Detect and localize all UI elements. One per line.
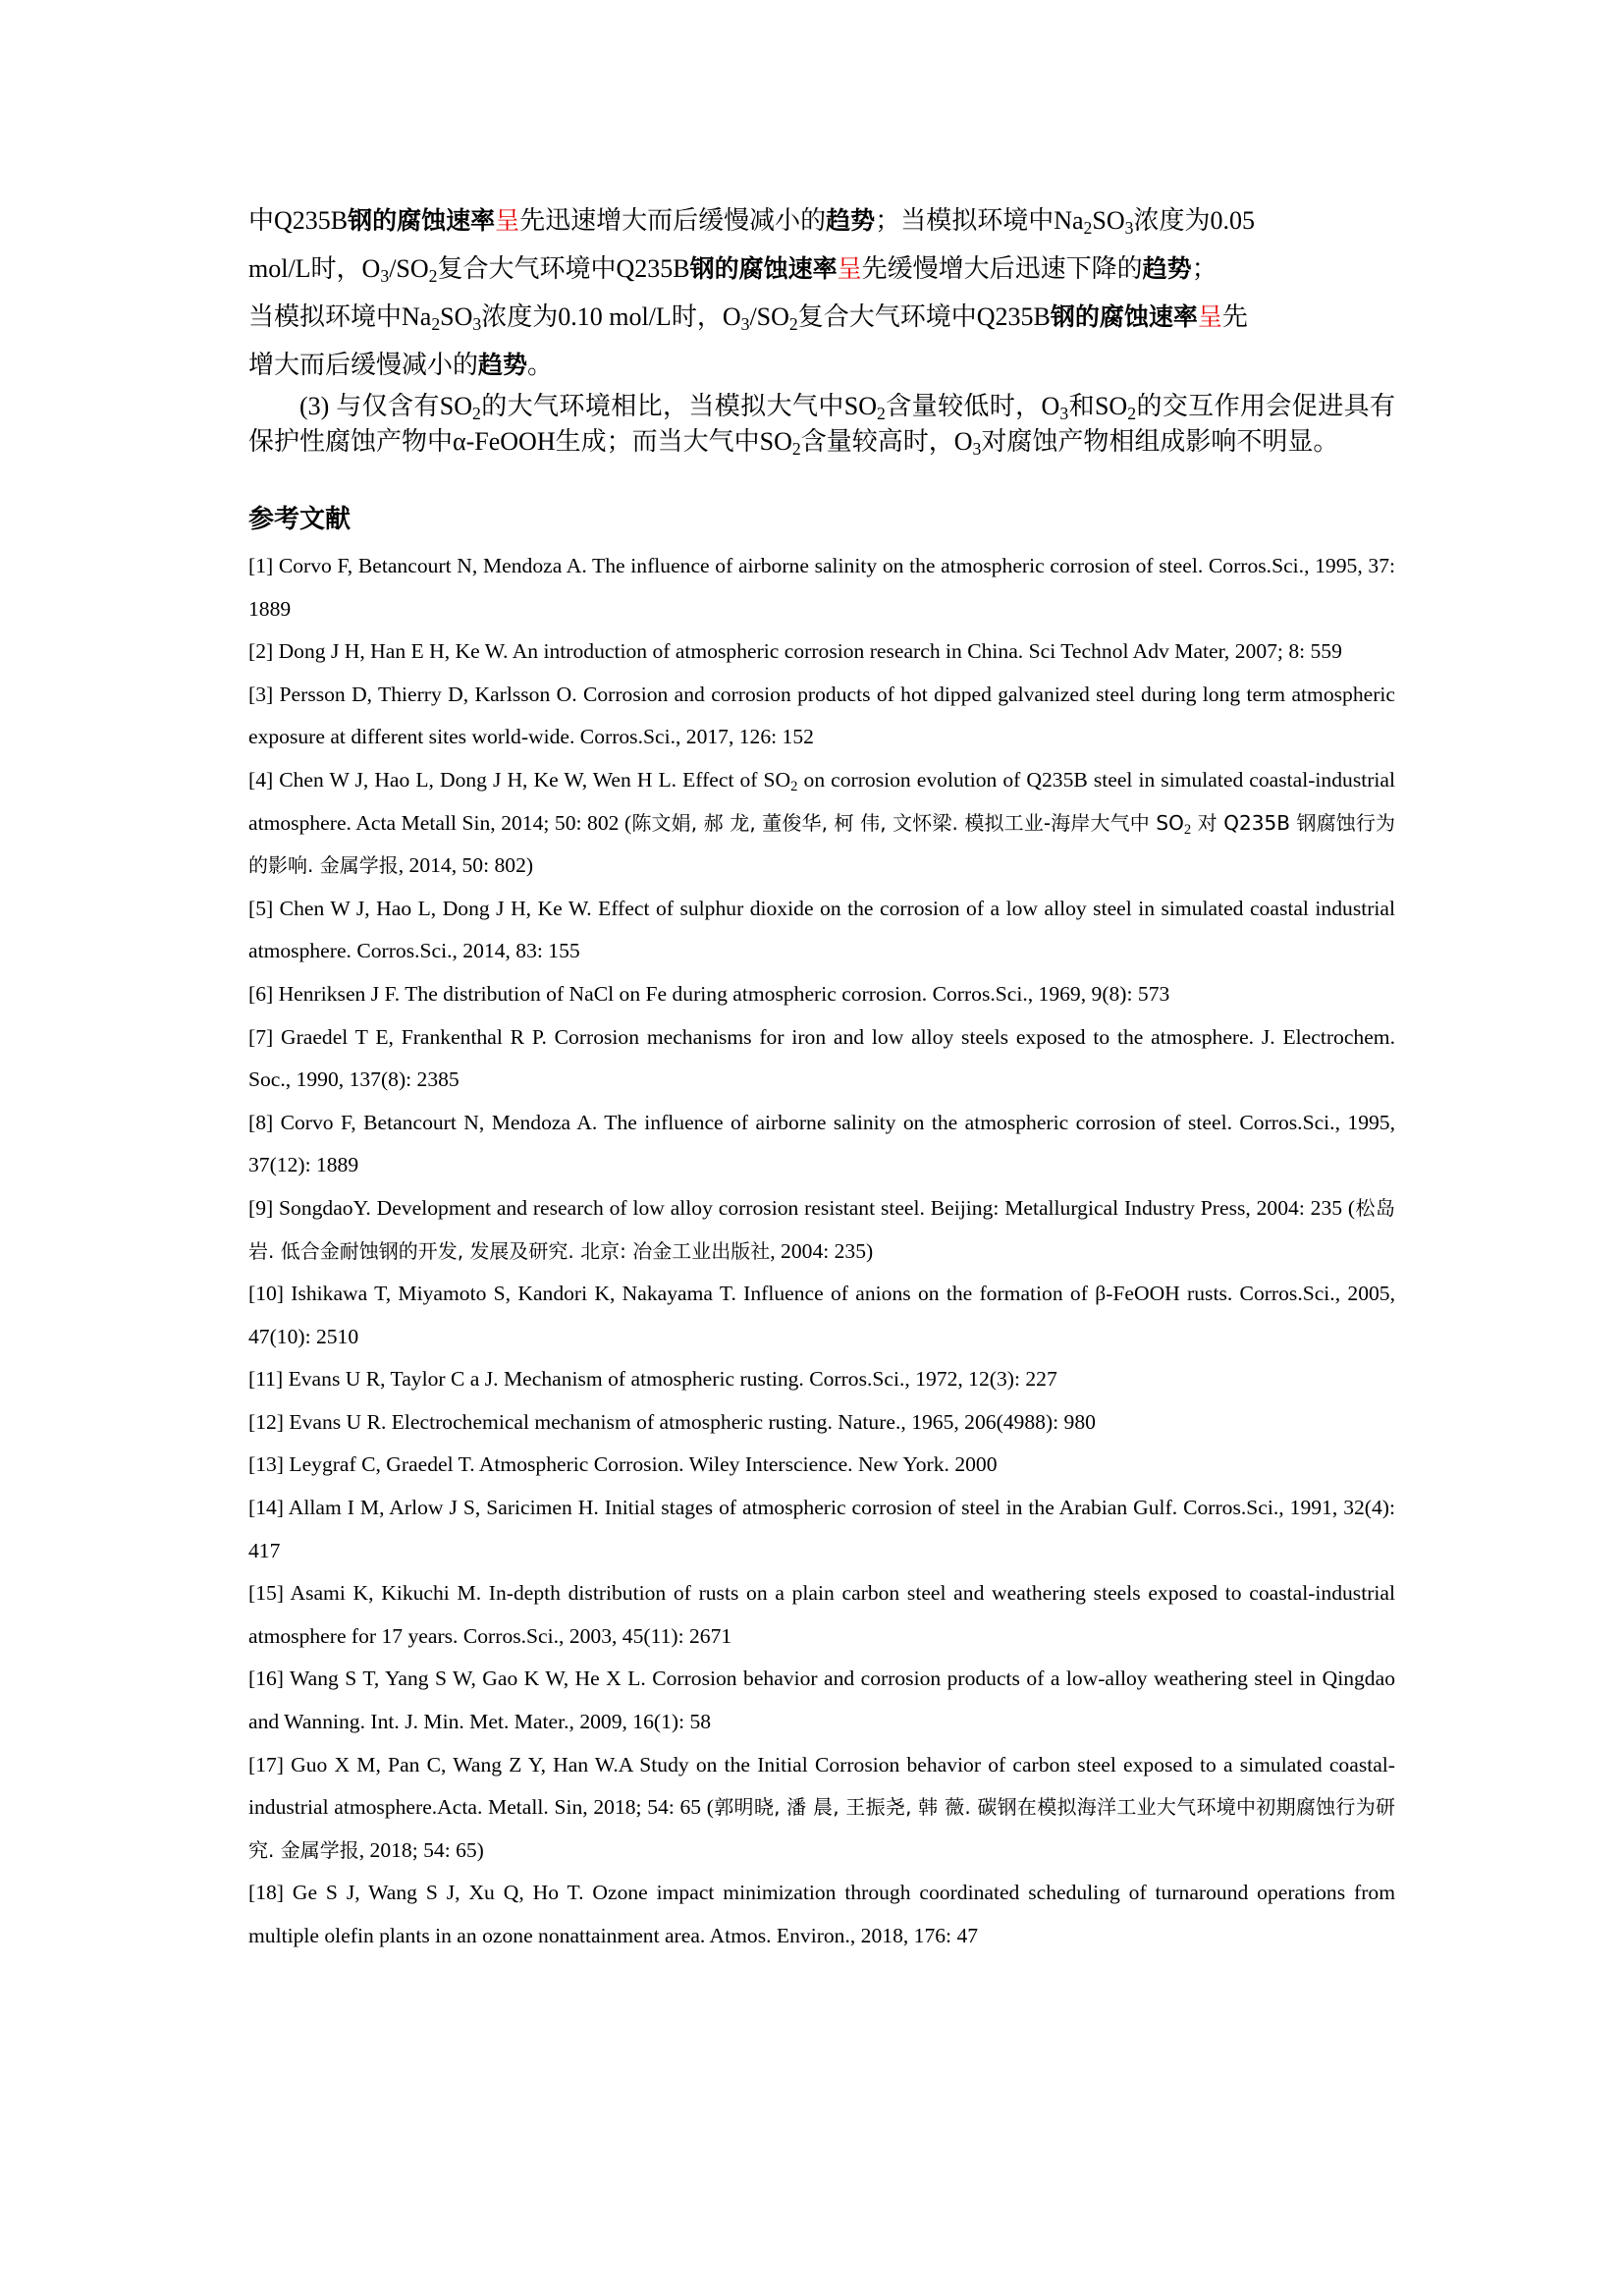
reference-item xyxy=(248,1016,1395,1102)
subscript: 2 xyxy=(431,313,441,334)
reference-item xyxy=(248,888,1395,973)
subscript: 2 xyxy=(791,438,801,459)
text-run: [17] Guo X M, Pan C, Wang Z Y, Han W.A Study on the Initial Corrosion behavior of carbon steel exposed to a simulated coastal-industrial atmosphere.Acta. Metall. Sin, 2018; 54: 65 ( xyxy=(248,1752,1395,1820)
conclusion-line xyxy=(248,245,1395,293)
reference-item xyxy=(248,1744,1395,1873)
text-run: SO xyxy=(440,302,473,331)
text-run: 复合大气环境中Q235B xyxy=(437,254,690,283)
text-run: 复合大气环境中Q235B xyxy=(797,302,1051,331)
text-run: /SO xyxy=(389,254,429,283)
text-run: 趋势 xyxy=(478,351,528,379)
text-run: , 2014, 50: 802) xyxy=(398,853,534,878)
text-run: 含量较低时，O xyxy=(885,392,1060,420)
references-heading: 参考文献 xyxy=(248,505,352,534)
text-run: 先迅速增大而后缓慢减小的 xyxy=(519,206,827,235)
text-run: 先缓慢增大后迅速下降的 xyxy=(861,254,1143,283)
text-run: , 2018; 54: 65) xyxy=(358,1837,484,1862)
text-run: 呈 xyxy=(1197,302,1222,331)
text-run: [3] Persson D, Thierry D, Karlsson O. Corrosion and corrosion products of hot dipped galvanized steel during long term atmospheric exposure at different sites world-wide. Corros.Sci., 2017, 126: 152 xyxy=(248,682,1395,749)
text-run: [7] Graedel T E, Frankenthal R P. Corrosion mechanisms for iron and low alloy steels exposed to the atmosphere. J. Electrochem. Soc., 1990, 137(8): 2385 xyxy=(248,1024,1395,1092)
reference-item xyxy=(248,1102,1395,1187)
text-run: 和SO xyxy=(1068,392,1128,420)
text-run: ； xyxy=(1191,254,1217,283)
text-run: [13] Leygraf C, Graedel T. Atmospheric Corrosion. Wiley Interscience. New York. 2000 xyxy=(248,1452,998,1477)
conclusion-item-3 xyxy=(248,389,1395,460)
text-run: 。 xyxy=(527,351,554,379)
reference-item xyxy=(248,1658,1395,1743)
text-run: [12] Evans U R. Electrochemical mechanism of atmospheric rusting. Nature., 1965, 206(4988): 980 xyxy=(248,1409,1096,1434)
text-run: 的大气环境相比，当模拟大气中SO xyxy=(480,392,877,420)
text-run: [11] Evans U R, Taylor C a J. Mechanism of atmospheric rusting. Corros.Sci., 1972, 12(3): 227 xyxy=(248,1367,1057,1392)
reference-item xyxy=(248,630,1395,674)
subscript: 2 xyxy=(788,313,798,334)
text-run: [4] Chen W J, Hao L, Dong J H, Ke W, Wen H L. Effect of SO xyxy=(248,767,791,792)
reference-item xyxy=(248,1872,1395,1957)
text-run: on corrosion evolution of Q235B steel in simulated coastal-industrial atmosphere. Acta Metall Sin, 2014; 50: 802 ( xyxy=(248,767,1395,835)
text-run: 先 xyxy=(1221,302,1248,331)
text-run: 陈文娟, 郝 龙, 董俊华, 柯 伟, 文怀梁. 模拟工业-海岸大气中 SO xyxy=(631,810,1184,835)
text-run: 中Q235B xyxy=(248,206,349,235)
text-run: [6] Henriksen J F. The distribution of NaCl on Fe during atmospheric corrosion. Corros.Sci., 1969, 9(8): 573 xyxy=(248,981,1170,1006)
subscript: 2 xyxy=(876,403,886,423)
reference-item xyxy=(248,1444,1395,1487)
subscript: 3 xyxy=(972,438,982,459)
text-run: [15] Asami K, Kikuchi M. In-depth distribution of rusts on a plain carbon steel and weathering steels exposed to coastal-industrial atmosphere for 17 years. Corros.Sci., 2003, 45(11): 2671 xyxy=(248,1581,1395,1648)
conclusion-line xyxy=(248,196,1395,245)
text-run: 钢的腐蚀速率 xyxy=(1050,302,1198,331)
references-list xyxy=(248,545,1395,1958)
subscript: 3 xyxy=(380,265,390,286)
subscript: 3 xyxy=(472,313,482,334)
text-run: 浓度为0.10 mol/L时，O xyxy=(481,302,741,331)
reference-item xyxy=(248,973,1395,1016)
reference-item xyxy=(248,1487,1395,1572)
text-run: 浓度为0.05 xyxy=(1133,206,1255,235)
text-run: [16] Wang S T, Yang S W, Gao K W, He X L. Corrosion behavior and corrosion products of a low-alloy weathering steel in Qingdao and Wanning. Int. J. Min. Met. Mater., 2009, 16(1): 58 xyxy=(248,1667,1395,1734)
subscript: 2 xyxy=(1183,821,1192,838)
conclusion-line xyxy=(248,341,1395,389)
text-run: (3) 与仅含有SO xyxy=(299,392,473,420)
text-run: 增大而后缓慢减小的 xyxy=(248,351,479,379)
subscript: 2 xyxy=(790,779,798,795)
text-run: 松岛 岩. 低合金耐蚀钢的开发, 发展及研究. 北京: 冶金工业出版社 xyxy=(248,1195,1396,1263)
reference-item xyxy=(248,1358,1395,1401)
text-run: 对腐蚀产物相组成影响不明显。 xyxy=(981,427,1339,456)
text-run: [5] Chen W J, Hao L, Dong J H, Ke W. Effect of sulphur dioxide on the corrosion of a low alloy steel in simulated coastal industrial atmosphere. Corros.Sci., 2014, 83: 155 xyxy=(248,896,1395,963)
text-run: [10] Ishikawa T, Miyamoto S, Kandori K, Nakayama T. Influence of anions on the formation of β-FeOOH rusts. Corros.Sci., 2005, 47(10): 2510 xyxy=(248,1282,1395,1348)
text-run: [1] Corvo F, Betancourt N, Mendoza A. The influence of airborne salinity on the atmospheric corrosion of steel. Corros.Sci., 1995, 37: 1889 xyxy=(248,554,1395,621)
conclusion-line xyxy=(248,293,1395,341)
text-run: 郭明晓, 潘 晨, 王振尧, 韩 薇. 碳钢在模拟海洋工业大气环境中初期腐蚀行为研究. 金属学报 xyxy=(248,1795,1396,1862)
subscript: 2 xyxy=(428,265,438,286)
subscript: 2 xyxy=(472,403,481,423)
text-run: 钢的腐蚀速率 xyxy=(689,254,838,283)
text-run: [8] Corvo F, Betancourt N, Mendoza A. The influence of airborne salinity on the atmospheric corrosion of steel. Corros.Sci., 1995, 37(12): 1889 xyxy=(248,1110,1395,1177)
subscript: 3 xyxy=(1059,403,1069,423)
subscript: 3 xyxy=(740,313,750,334)
text-run: ；当模拟环境中Na xyxy=(875,206,1084,235)
reference-item xyxy=(248,1572,1395,1658)
reference-item xyxy=(248,545,1395,630)
text-run: , 2004: 235) xyxy=(770,1238,874,1263)
text-run: /SO xyxy=(749,302,789,331)
text-run: 趋势 xyxy=(1142,254,1192,283)
text-run: [18] Ge S J, Wang S J, Xu Q, Ho T. Ozone impact minimization through coordinated scheduling of turnaround operations from multiple olefin plants in an ozone nonattainment area. Atmos. Environ., 2018, 176: 47 xyxy=(248,1881,1395,1947)
text-run: mol/L时，O xyxy=(248,254,381,283)
text-run: [9] SongdaoY. Development and research of low alloy corrosion resistant steel. Beijing: Metallurgical Industry Press, 2004: 235 ( xyxy=(248,1195,1356,1220)
text-run: 的交互作用会促进具有保护性腐蚀产物中α-FeOOH生成；而当大气中SO xyxy=(248,392,1395,456)
reference-item xyxy=(248,1187,1395,1273)
text-run: 含量较高时，O xyxy=(800,427,973,456)
subscript: 2 xyxy=(1083,217,1093,238)
text-run: [2] Dong J H, Han E H, Ke W. An introduction of atmospheric corrosion research in China. Sci Technol Adv Mater, 2007; 8: 559 xyxy=(248,639,1342,664)
reference-item xyxy=(248,759,1395,888)
text-run: 呈 xyxy=(495,206,520,235)
conclusion-section xyxy=(248,196,1395,460)
text-run: 趋势 xyxy=(826,206,876,235)
text-run: 当模拟环境中Na xyxy=(248,302,432,331)
text-run: 对 Q235B 钢腐蚀行为的影响. 金属学报 xyxy=(248,810,1395,878)
subscript: 2 xyxy=(1127,403,1137,423)
document-page xyxy=(248,196,1395,1958)
subscript: 3 xyxy=(1124,217,1134,238)
text-run: 呈 xyxy=(837,254,862,283)
reference-item xyxy=(248,1273,1395,1358)
text-run: 钢的腐蚀速率 xyxy=(348,206,496,235)
text-run: [14] Allam I M, Arlow J S, Saricimen H. Initial stages of atmospheric corrosion of steel in the Arabian Gulf. Corros.Sci., 1991, 32(4): 417 xyxy=(248,1496,1395,1562)
text-run: SO xyxy=(1092,206,1125,235)
reference-item xyxy=(248,674,1395,759)
reference-item xyxy=(248,1401,1395,1445)
